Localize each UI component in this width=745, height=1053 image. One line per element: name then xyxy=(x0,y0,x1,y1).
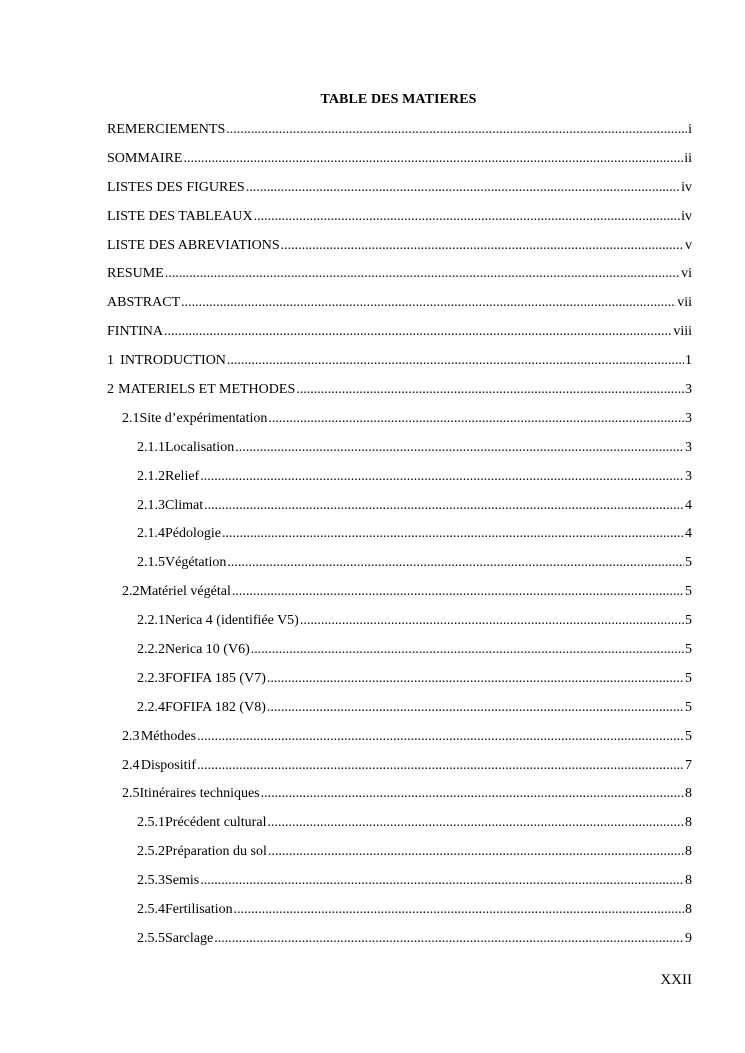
toc-entry-number: 2.5.4 xyxy=(137,902,165,918)
dot-leader xyxy=(281,236,684,256)
toc-entry[interactable] xyxy=(107,640,692,669)
toc-entry[interactable] xyxy=(107,496,692,525)
toc-entry-label: LISTE DES TABLEAUX xyxy=(107,208,253,224)
dot-leader xyxy=(226,120,687,140)
toc-entry[interactable] xyxy=(107,784,692,813)
toc-entry-page: 8 xyxy=(685,844,692,860)
dot-leader xyxy=(181,293,676,313)
toc-entry-number: 2.2.1 xyxy=(137,613,165,629)
toc-entry-label: Semis xyxy=(165,873,200,889)
toc-entry-number: 2.1.4 xyxy=(137,526,165,542)
toc-entry[interactable] xyxy=(107,293,692,322)
toc-entry-page: ii xyxy=(684,150,692,166)
toc-entry-label: RESUME xyxy=(107,266,164,282)
toc-entry-page: 5 xyxy=(685,728,692,744)
toc-entry-page: viii xyxy=(673,324,692,340)
toc-entry-number: 2.5.3 xyxy=(137,873,165,889)
dot-leader xyxy=(254,207,680,227)
dot-leader xyxy=(214,929,684,949)
table-of-contents xyxy=(107,120,692,958)
toc-entry-number: 2.1.2 xyxy=(137,468,165,484)
toc-entry-page: 7 xyxy=(685,757,692,773)
toc-entry[interactable] xyxy=(107,322,692,351)
dot-leader xyxy=(267,698,684,718)
toc-entry[interactable] xyxy=(107,813,692,842)
dot-leader xyxy=(227,553,684,573)
toc-entry-label: Localisation xyxy=(165,439,235,455)
toc-entry-page: 5 xyxy=(685,584,692,600)
toc-entry[interactable] xyxy=(107,900,692,929)
dot-leader xyxy=(222,524,684,544)
toc-entry-page: v xyxy=(685,237,692,253)
toc-entry-label: LISTE DES ABREVIATIONS xyxy=(107,237,280,253)
toc-entry-label: FOFIFA 185 (V7) xyxy=(165,670,266,686)
toc-entry-number: 2.5.5 xyxy=(137,930,165,946)
toc-entry-page: iv xyxy=(681,208,692,224)
toc-entry-label: Méthodes xyxy=(140,728,197,744)
toc-entry-page: 8 xyxy=(685,902,692,918)
toc-entry-page: 8 xyxy=(685,873,692,889)
toc-entry-number: 2.2.2 xyxy=(137,642,165,658)
toc-entry[interactable] xyxy=(107,409,692,438)
toc-entry-label: FINTINA xyxy=(107,324,163,340)
toc-entry-label: MATERIELS ET METHODES xyxy=(118,382,296,398)
toc-entry-label: ABSTRACT xyxy=(107,295,181,311)
toc-entry-label: Itinéraires techniques xyxy=(139,786,260,802)
toc-entry-label: Nerica 10 (V6) xyxy=(165,642,250,658)
toc-entry-label: Préparation du sol xyxy=(165,844,267,860)
toc-entry-number: 2.2.4 xyxy=(137,699,165,715)
toc-entry-page: 3 xyxy=(685,439,692,455)
dot-leader xyxy=(251,640,684,660)
toc-entry-page: i xyxy=(688,122,692,137)
toc-entry-number: 2.2.3 xyxy=(137,670,165,686)
toc-entry-label: Végétation xyxy=(165,555,227,571)
toc-entry[interactable] xyxy=(107,929,692,958)
toc-entry-number: 2.5.2 xyxy=(137,844,165,860)
toc-entry-label: Relief xyxy=(165,468,200,484)
toc-entry-page: 4 xyxy=(685,526,692,542)
toc-entry[interactable] xyxy=(107,553,692,582)
dot-leader xyxy=(227,351,684,371)
toc-entry[interactable] xyxy=(107,438,692,467)
toc-entry-label: REMERCIEMENTS xyxy=(107,122,226,137)
dot-leader xyxy=(197,727,684,747)
dot-leader xyxy=(200,871,684,891)
dot-leader xyxy=(234,900,684,920)
toc-entry-page: 5 xyxy=(685,613,692,629)
dot-leader xyxy=(183,149,683,169)
dot-leader xyxy=(165,264,680,284)
toc-entry[interactable] xyxy=(107,178,692,207)
toc-entry-page: 8 xyxy=(685,815,692,831)
dot-leader xyxy=(246,178,680,198)
toc-entry-label: FOFIFA 182 (V8) xyxy=(165,699,266,715)
toc-entry-number: 2.1.1 xyxy=(137,439,165,455)
toc-entry-page: 5 xyxy=(685,555,692,571)
toc-entry-page: 3 xyxy=(685,382,692,398)
toc-entry-number: 2.2 xyxy=(122,584,140,600)
toc-entry-label: Dispositif xyxy=(140,757,197,773)
toc-entry-number: 2.4 xyxy=(122,757,140,773)
toc-entry-number: 1 xyxy=(107,353,114,369)
toc-entry-label: LISTES DES FIGURES xyxy=(107,179,245,195)
toc-entry-page: 4 xyxy=(685,497,692,513)
toc-entry[interactable] xyxy=(107,756,692,785)
toc-entry[interactable] xyxy=(107,236,692,265)
toc-entry[interactable] xyxy=(107,149,692,178)
toc-entry-number: 2.3 xyxy=(122,728,140,744)
toc-entry-page: vi xyxy=(681,266,692,282)
dot-leader xyxy=(300,611,684,631)
toc-entry[interactable] xyxy=(107,380,692,409)
toc-entry-number: 2.1.3 xyxy=(137,497,165,513)
toc-entry[interactable] xyxy=(107,842,692,871)
dot-leader xyxy=(296,380,684,400)
toc-entry[interactable] xyxy=(107,264,692,293)
toc-entry[interactable] xyxy=(107,669,692,698)
toc-entry[interactable] xyxy=(107,871,692,900)
toc-entry-label: Climat xyxy=(165,497,204,513)
toc-entry-page: 1 xyxy=(685,353,692,369)
dot-leader xyxy=(267,813,684,833)
toc-entry-page: 8 xyxy=(685,786,692,802)
toc-entry-page: 3 xyxy=(685,410,692,426)
toc-entry-label: INTRODUCTION xyxy=(120,353,226,369)
toc-entry[interactable] xyxy=(107,524,692,553)
toc-entry[interactable] xyxy=(107,611,692,640)
toc-entry[interactable] xyxy=(107,207,692,236)
toc-entry[interactable] xyxy=(107,698,692,727)
dot-leader xyxy=(268,842,684,862)
toc-entry-number: 2.5 xyxy=(122,786,140,802)
toc-entry-label: SOMMAIRE xyxy=(107,150,183,166)
dot-leader xyxy=(267,669,684,689)
dot-leader xyxy=(235,438,684,458)
toc-entry[interactable] xyxy=(107,120,692,149)
toc-entry-label: Fertilisation xyxy=(165,902,233,918)
dot-leader xyxy=(200,467,684,487)
toc-entry-page: 9 xyxy=(685,930,692,946)
toc-entry-number: 2.1 xyxy=(122,410,140,426)
toc-entry-number: 2 xyxy=(107,382,114,398)
toc-entry-label: Pédologie xyxy=(165,526,221,542)
toc-entry-page: 5 xyxy=(685,699,692,715)
toc-entry[interactable] xyxy=(107,467,692,496)
toc-entry-page: 5 xyxy=(685,642,692,658)
dot-leader xyxy=(197,756,684,776)
toc-entry-label: Précédent cultural xyxy=(165,815,267,831)
toc-entry-page: 3 xyxy=(685,468,692,484)
dot-leader xyxy=(204,496,684,516)
toc-entry-label: Matériel végétal xyxy=(139,584,231,600)
toc-entry[interactable] xyxy=(107,351,692,380)
page-title: TABLE DES MATIERES xyxy=(320,92,477,107)
toc-entry-label: Nerica 4 (identifiée V5) xyxy=(165,613,299,629)
dot-leader xyxy=(261,784,684,804)
toc-entry-label: Site d’expérimentation xyxy=(139,410,268,426)
dot-leader xyxy=(268,409,684,429)
toc-entry-number: 2.1.5 xyxy=(137,555,165,571)
toc-entry-number: 2.5.1 xyxy=(137,815,165,831)
toc-entry-page: 5 xyxy=(685,670,692,686)
dot-leader xyxy=(232,582,684,602)
dot-leader xyxy=(164,322,672,342)
toc-entry-label: Sarclage xyxy=(165,930,214,946)
toc-entry[interactable] xyxy=(107,727,692,756)
toc-entry-page: vii xyxy=(677,295,692,311)
page-number: XXII xyxy=(660,972,692,988)
toc-entry[interactable] xyxy=(107,582,692,611)
toc-entry-page: iv xyxy=(681,179,692,195)
